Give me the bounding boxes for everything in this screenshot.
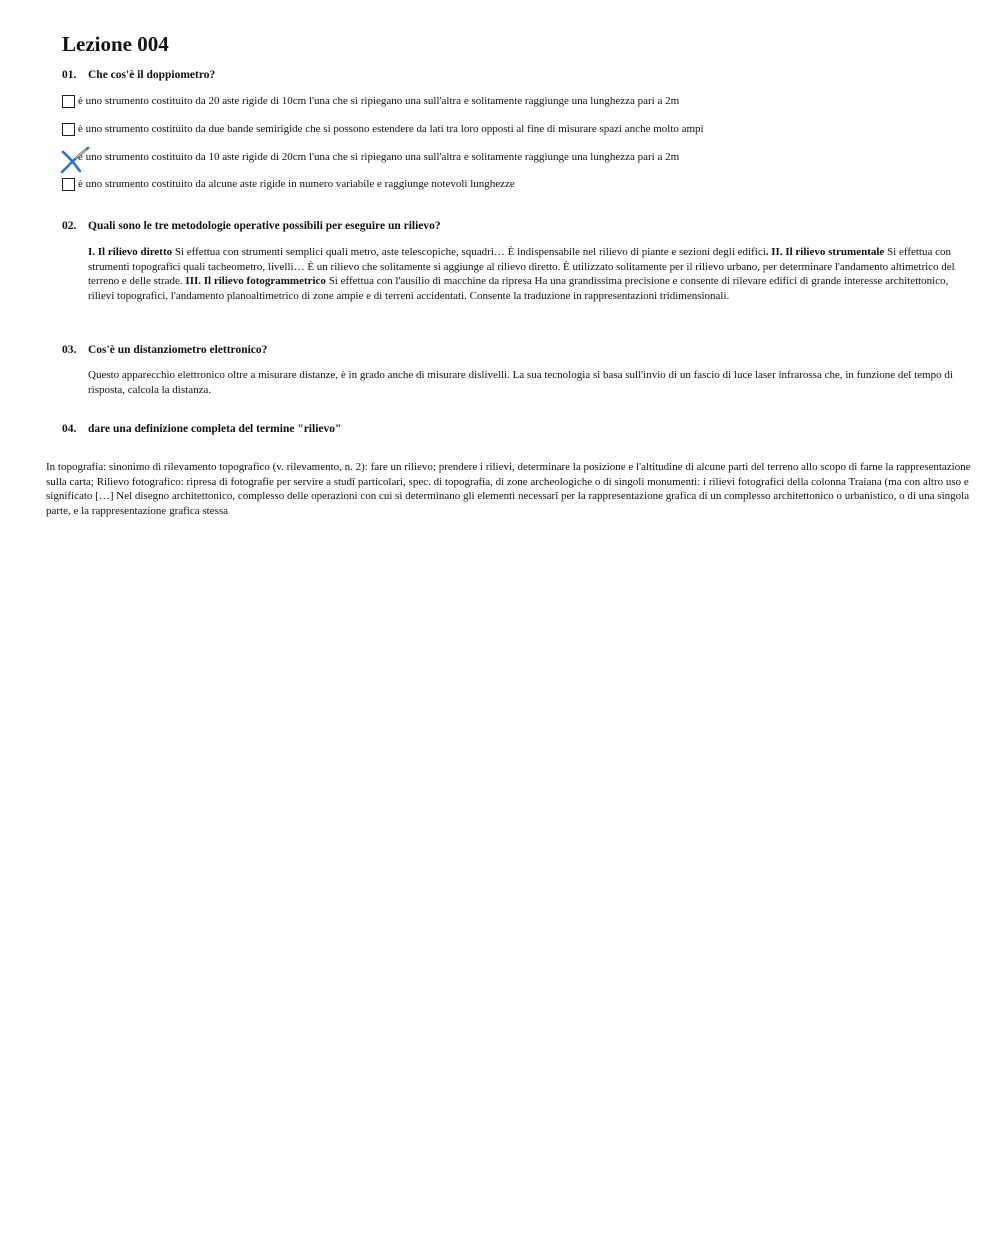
answer-option-1[interactable] (62, 94, 679, 108)
answer-option-4[interactable] (62, 177, 515, 191)
answer-text-1: Si effettua con strumenti semplici quali metro, aste telescopiche, squadri… È indispensabile nel rilievo di piante e sezioni degli edifici (172, 246, 766, 258)
option-checkbox[interactable] (62, 95, 75, 108)
question-03-answer: Questo apparecchio elettronico oltre a misurare distanze, è in grado anche di misurare dislivelli. La sua tecnologia si basa sull'invio di un fascio di luce laser infrarossa che, in funzione del tempo di risposta, calcola la distanza. (88, 369, 953, 396)
option-label: è uno strumento costituito da 20 aste rigide di 10cm l'una che si ripiegano una sull'altra e solitamente raggiunge una lunghezza pari a 2m (78, 95, 680, 107)
question-number: 03. (62, 344, 77, 356)
question-number: 01. (62, 69, 77, 81)
question-text: Cos'è un distanziometro elettronico? (88, 344, 268, 356)
question-04-heading (62, 422, 341, 436)
answer-option-2[interactable] (62, 122, 704, 136)
answer-bold-1: I. Il rilievo diretto (88, 246, 173, 258)
question-02-heading (62, 219, 441, 233)
handwritten-x-mark-icon (60, 144, 94, 174)
option-label: è uno strumento costituito da due bande semirigide che si possono estendere da lati tra loro opposti al fine di misurare spazi anche molto ampi (78, 123, 704, 135)
page-title: Lezione 004 (62, 32, 169, 56)
question-text: dare una definizione completa del termine "rilievo" (88, 423, 342, 435)
question-02-answer (88, 245, 970, 303)
question-01-heading (62, 68, 215, 82)
question-number: 04. (62, 423, 77, 435)
question-number: 02. (62, 220, 77, 232)
question-04-free-answer: In topografia: sinonimo di rilevamento topografico (v. rilevamento, n. 2): fare un rilievo; prendere i rilievi, determinare la posizione e l'altitudine di alcune parti del terreno allo scopo di farne la rappresentazione sulla carta; Rilievo fotografico: ripresa di fotografie per servire a studî particolari, spec. di topografia, di zone archeologiche o di singoli monumenti: i rilievi fotografici della colonna Traiana (ma con altro uso e significato […] Nel disegno architettonico, complesso delle operazioni con cui si determinano gli elementi necessarî per la rappresentazione grafica di un complesso architettonico o urbanistico, o di una singola parte, e la rappresentazione grafica stessa (46, 461, 971, 517)
option-checkbox-checked[interactable] (62, 151, 75, 164)
answer-text-3: Si effettua con l'ausilio di macchine da ripresa Ha una grandissima precisione e consente di rilevare edifici di grande interesse architettonico, rilievi topografici, l'andamento planoaltimetrico di zone ampie e di terreni accidentati. Consente la traduzione in rappresentazioni tridimensionali. (88, 275, 949, 302)
question-text: Quali sono le tre metodologie operative possibili per eseguire un rilievo? (88, 220, 441, 232)
option-checkbox[interactable] (62, 178, 75, 191)
question-text: Che cos'è il doppiometro? (88, 69, 216, 81)
option-checkbox[interactable] (62, 123, 75, 136)
answer-bold-3: III. Il rilievo fotogrammetrico (185, 275, 326, 287)
question-03-heading (62, 343, 267, 357)
option-label: è uno strumento costituito da 10 aste rigide di 20cm l'una che si ripiegano una sull'altra e solitamente raggiunge una lunghezza pari a 2m (78, 151, 680, 163)
answer-text-2: Si effettua con strumenti topografici quali tacheometro, livelli… È un rilievo che solitamente si aggiunge al rilievo diretto. È utilizzato solitamente per il rilievo urbano, per determinare l'andamento altimetrico del terreno e delle strade. (88, 246, 955, 287)
answer-bold-2: . II. Il rilievo strumentale (765, 246, 885, 258)
option-label: è uno strumento costituito da alcune aste rigide in numero variabile e raggiunge notevoli lunghezze (78, 178, 515, 190)
answer-option-3[interactable] (62, 150, 679, 164)
